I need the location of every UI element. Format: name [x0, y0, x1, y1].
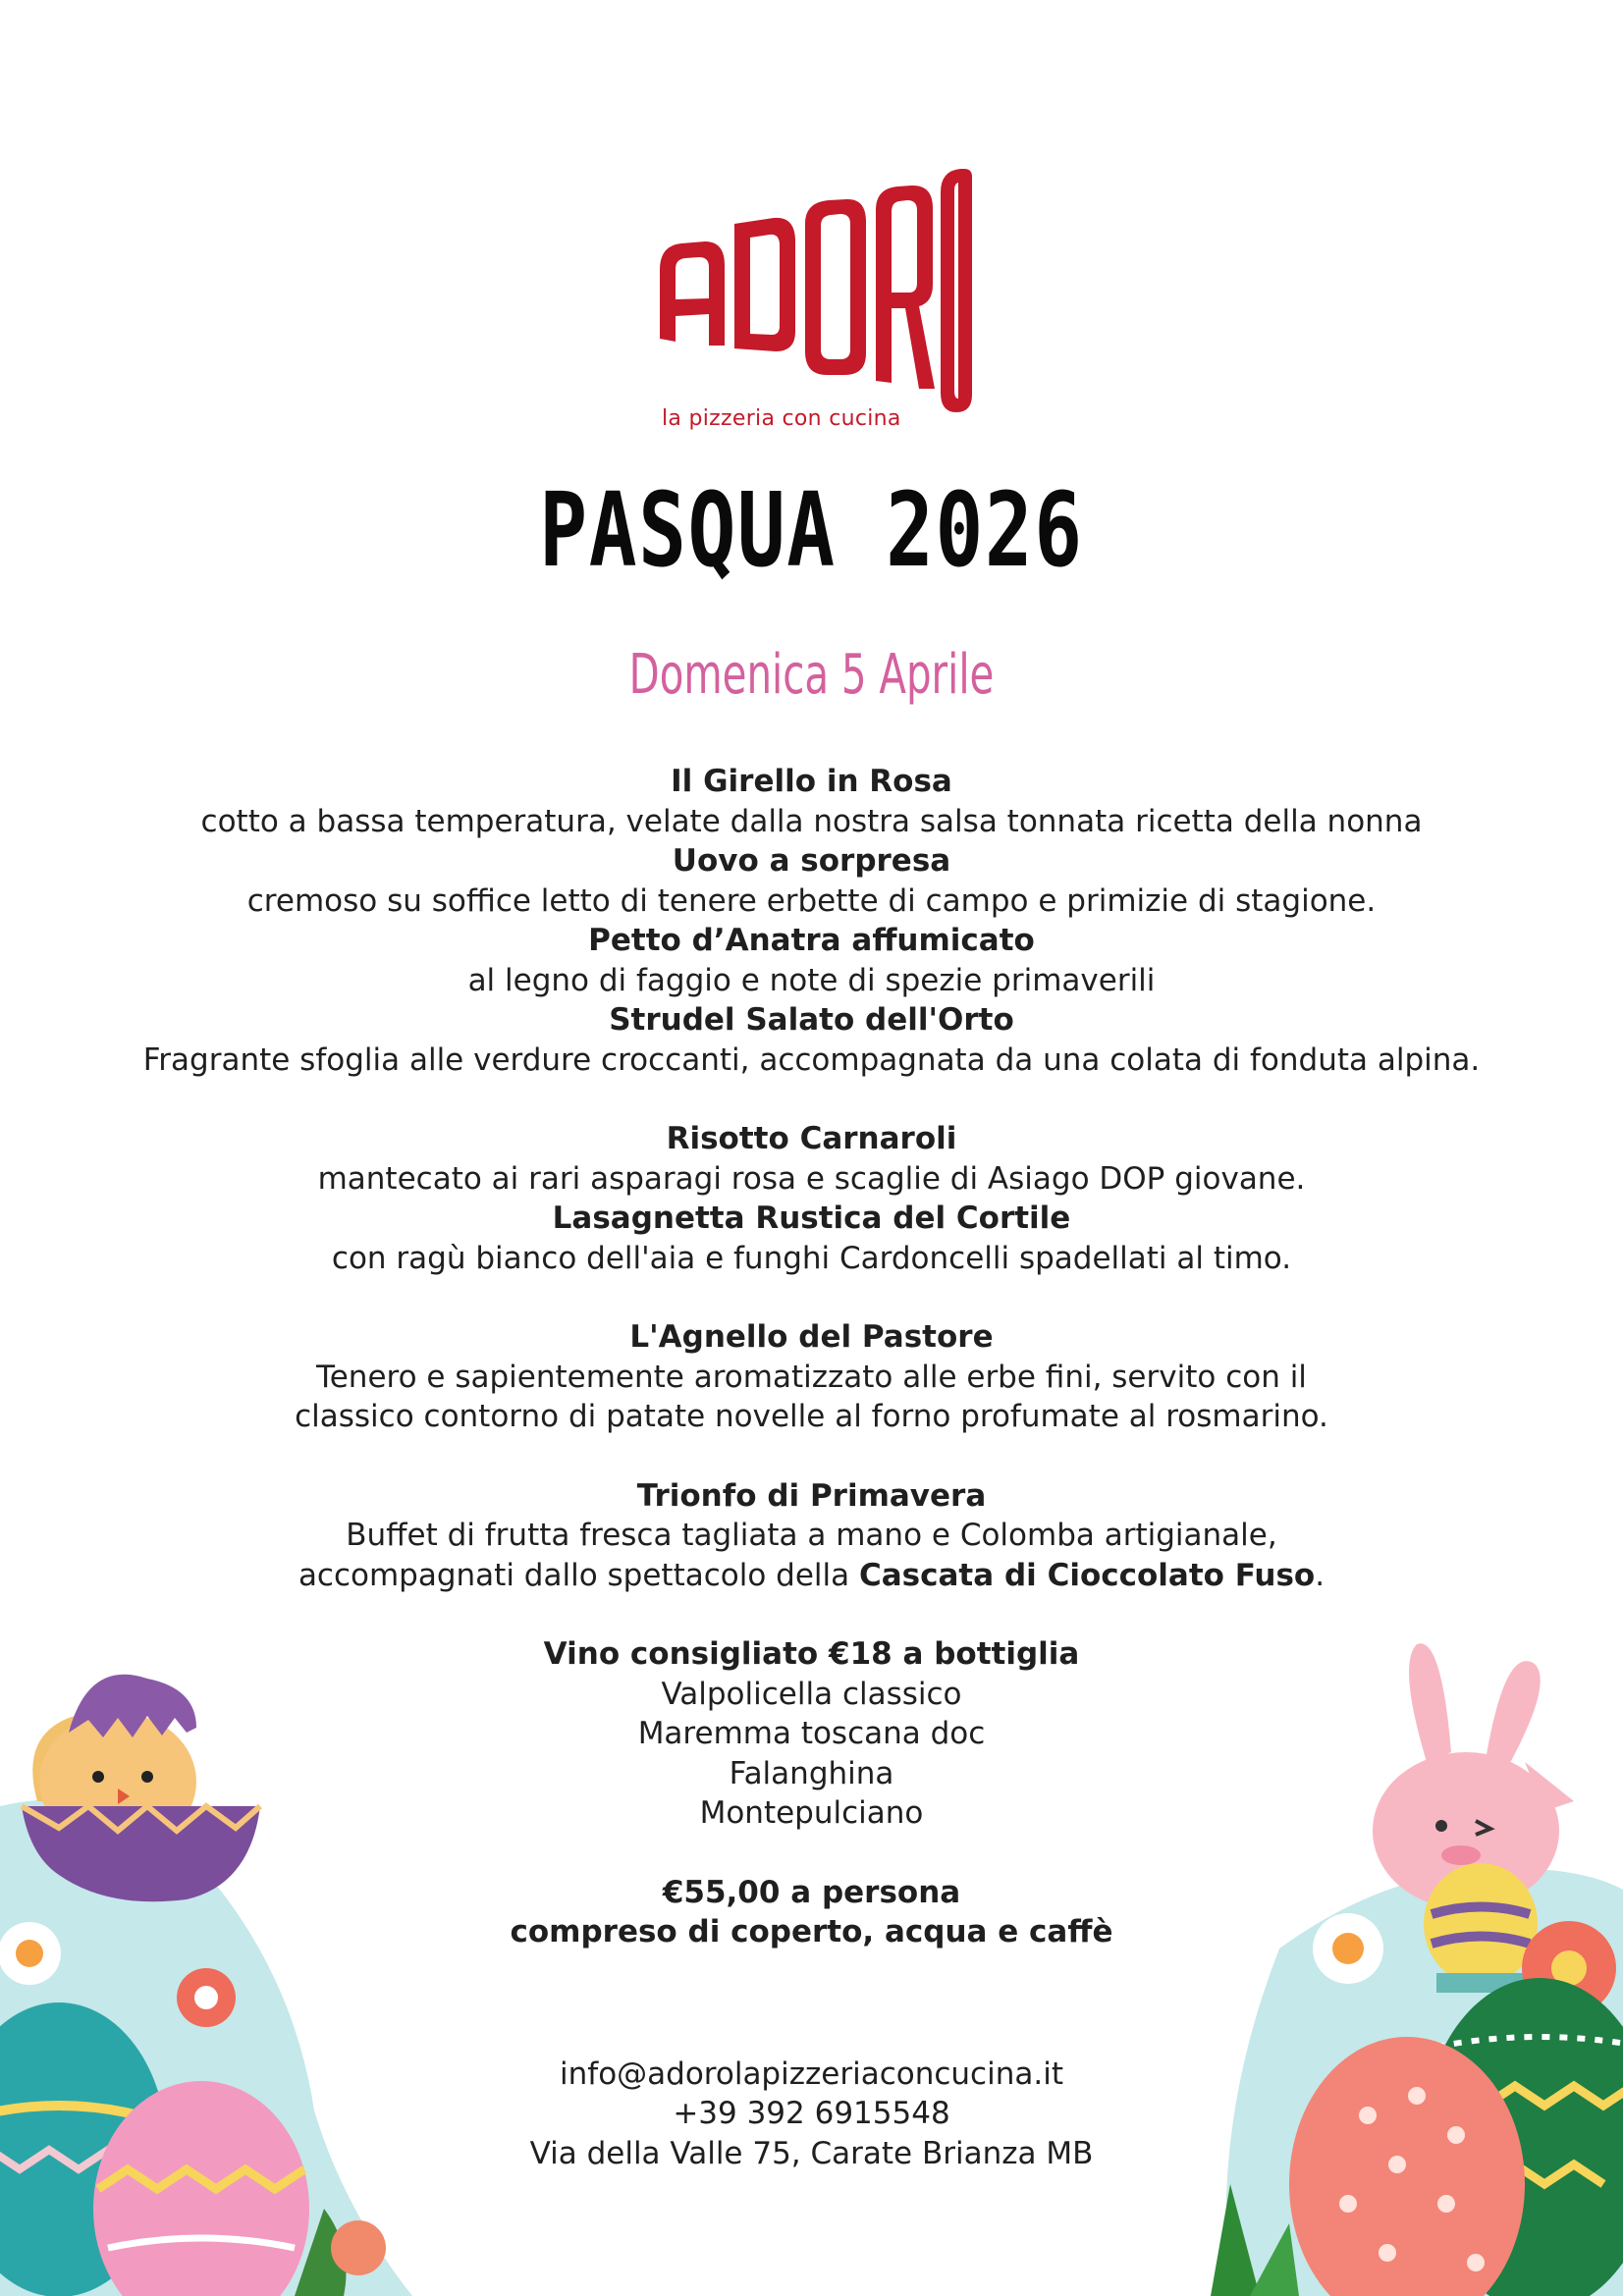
- easter-decoration-right: [1211, 1634, 1623, 2296]
- course-desc: Buffet di frutta fresca tagliata a mano e Colomba artigianale,: [346, 1518, 1277, 1553]
- page-title: PASQUA 2026: [539, 470, 1084, 590]
- course-desc: classico contorno di patate novelle al forno profumate al rosmarino.: [295, 1399, 1328, 1434]
- wine-heading: Vino consigliato €18 a bottiglia: [543, 1636, 1080, 1672]
- course-desc: cotto a bassa temperatura, velate dalla nostra salsa tonnata ricetta della nonna: [200, 803, 1423, 839]
- brand-tagline: la pizzeria con cucina: [662, 406, 901, 431]
- course-girello: [39, 762, 1584, 841]
- course-uovo: [39, 841, 1584, 921]
- easter-decoration-left: [0, 1659, 412, 2296]
- contact-address: Via della Valle 75, Carate Brianza MB: [529, 2135, 1094, 2171]
- course-desc-highlight: Cascata di Cioccolato Fuso: [859, 1557, 1316, 1593]
- course-name: L'Agnello del Pastore: [629, 1319, 994, 1355]
- course-desc-part: .: [1315, 1557, 1325, 1593]
- price-includes: compreso di coperto, acqua e caffè: [510, 1914, 1113, 1949]
- course-agnello: [39, 1317, 1584, 1437]
- wine-item: Maremma toscana doc: [637, 1716, 986, 1751]
- wine-item: Falanghina: [729, 1755, 894, 1791]
- course-name: Il Girello in Rosa: [671, 764, 952, 799]
- course-desc: con ragù bianco dell'aia e funghi Cardoncelli spadellati al timo.: [331, 1240, 1292, 1276]
- brand-logo-wordmark: [648, 167, 972, 412]
- course-desc-mixed: [39, 1556, 1584, 1596]
- contact-email[interactable]: info@adorolapizzeriaconcucina.it: [560, 2056, 1063, 2092]
- course-strudel: [39, 1000, 1584, 1080]
- course-desc: cremoso su soffice letto di tenere erbette di campo e primizie di stagione.: [246, 882, 1377, 919]
- easter-chick-icon: [22, 1675, 260, 1901]
- course-name: Petto d’Anatra affumicato: [588, 923, 1035, 958]
- course-anatra: [39, 921, 1584, 1000]
- price-per-person: €55,00 a persona: [662, 1874, 961, 1910]
- course-name: Trionfo di Primavera: [636, 1477, 987, 1514]
- course-desc: Tenero e sapientemente aromatizzato alle erbe fini, servito con il: [316, 1359, 1307, 1395]
- course-risotto: [39, 1119, 1584, 1199]
- wine-item: Montepulciano: [699, 1795, 924, 1831]
- course-trionfo: [39, 1476, 1584, 1596]
- course-lasagnetta: [39, 1199, 1584, 1278]
- course-desc: Fragrante sfoglia alle verdure croccanti, accompagnata da una colata di fonduta alpina.: [142, 1041, 1481, 1078]
- course-desc-part: accompagnati dallo spettacolo della: [298, 1557, 860, 1593]
- brand-logo: [648, 157, 972, 442]
- course-desc: mantecato ai rari asparagi rosa e scaglie di Asiago DOP giovane.: [317, 1160, 1306, 1197]
- course-name: Lasagnetta Rustica del Cortile: [552, 1201, 1071, 1236]
- page-subtitle: Domenica 5 Aprile: [628, 643, 995, 707]
- course-name: Risotto Carnaroli: [666, 1121, 957, 1156]
- contact-phone[interactable]: +39 392 6915548: [673, 2096, 950, 2131]
- course-desc: al legno di faggio e note di spezie primaverili: [467, 962, 1156, 998]
- wine-item: Valpolicella classico: [661, 1676, 962, 1712]
- course-name: Uovo a sorpresa: [672, 843, 951, 879]
- course-name: Strudel Salato dell'Orto: [609, 1002, 1014, 1038]
